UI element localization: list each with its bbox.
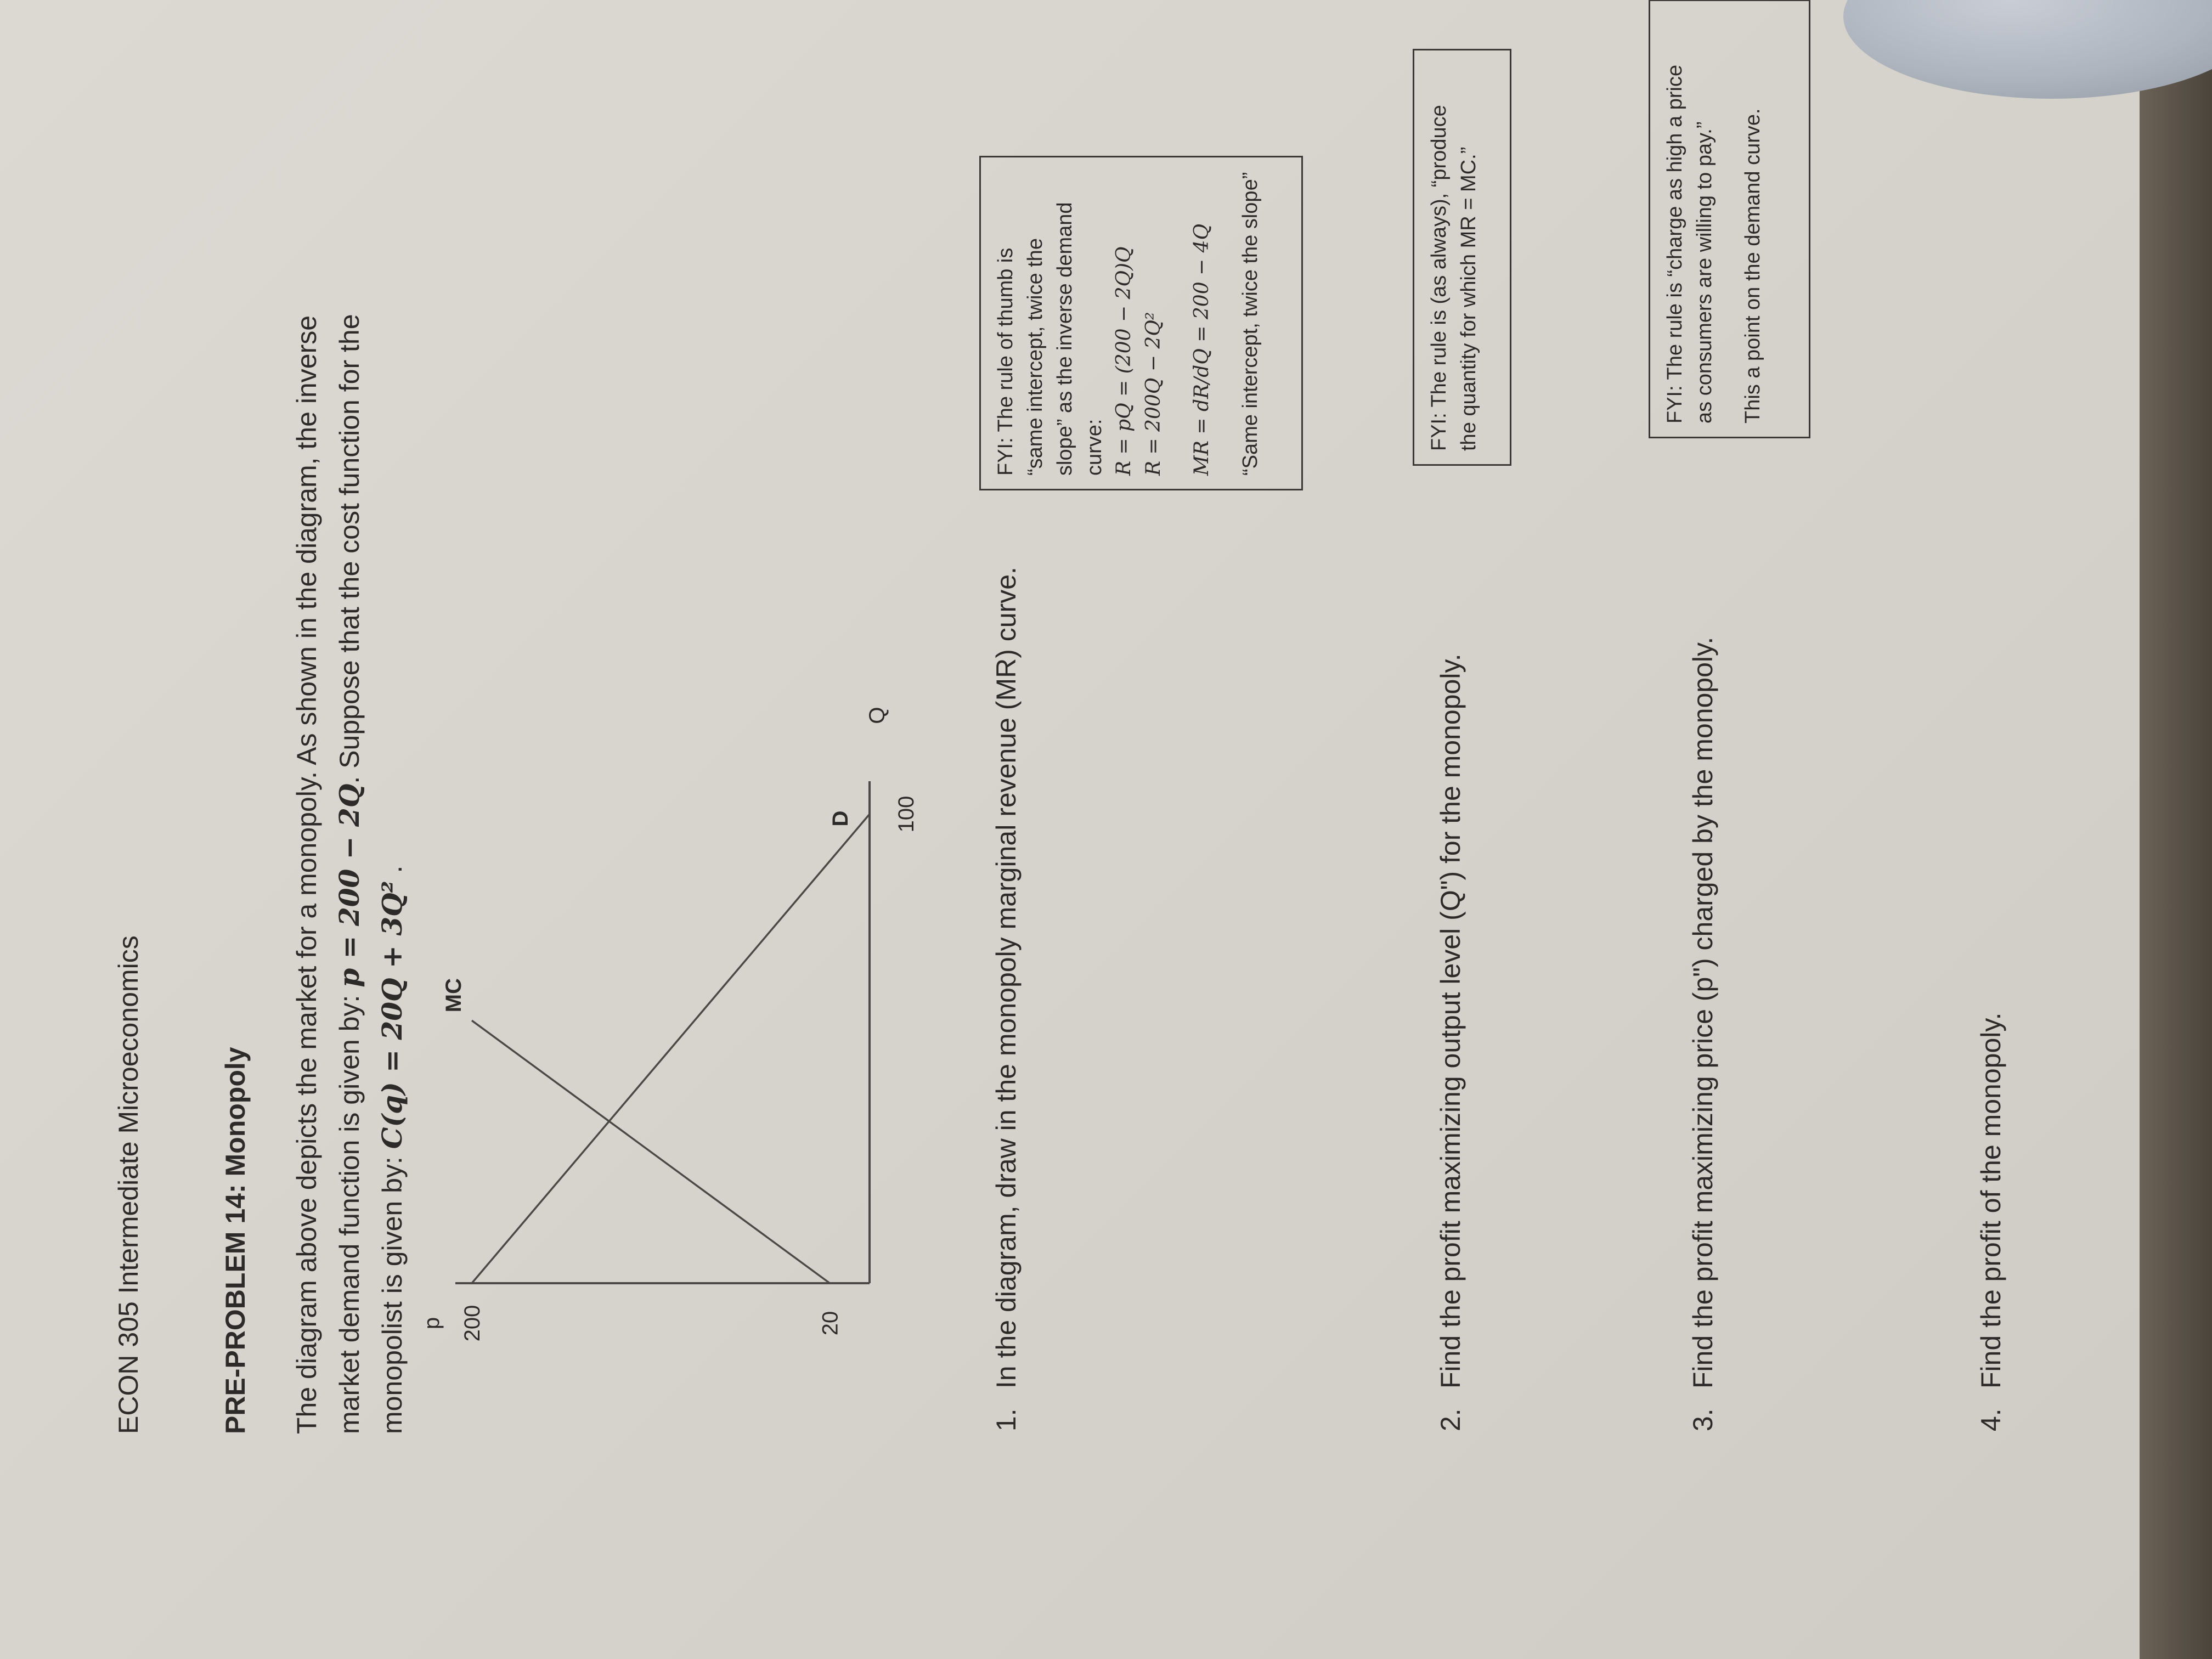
- x-axis-label: Q: [865, 707, 889, 724]
- fyi1-line-4: curve:: [1083, 419, 1106, 476]
- question-2-text: Find the profit maximizing output level (Q") for the monopoly.: [1435, 653, 1466, 1389]
- question-2: [1435, 653, 1466, 1431]
- intro-line-2-prefix: market demand function is given by:: [334, 987, 365, 1434]
- problem-title: PRE-PROBLEM 14: Monopoly: [220, 1047, 251, 1434]
- series-label-mc: MC: [442, 978, 466, 1013]
- fyi1-mr-eq: MR = dR/dQ = 200 − 4Q: [1190, 223, 1213, 476]
- fyi1-line-2: “same intercept, twice the: [1024, 238, 1047, 476]
- x-tick-label-100: 100: [894, 795, 918, 833]
- y-tick-label-200: 200: [460, 1305, 484, 1342]
- question-4: [1975, 1012, 2007, 1431]
- fyi-box-price: [1649, 0, 1810, 438]
- chart-layer: [420, 707, 918, 1341]
- question-3-text: Find the profit maximizing price (p") charged by the monopoly.: [1688, 636, 1718, 1389]
- question-2-number: 2.: [1435, 1408, 1466, 1431]
- intro-line-3-prefix: monopolist is given by:: [377, 1149, 408, 1434]
- series-line-mc: [472, 1020, 830, 1283]
- intro-line-1: The diagram above depicts the market for a monopoly. As shown in the diagram, the inverse: [291, 315, 322, 1434]
- question-3: [1687, 637, 1719, 1431]
- fyi1-line-3: slope” as the inverse demand: [1053, 202, 1076, 476]
- series-label-d: D: [828, 810, 853, 827]
- cost-equation: C(q) = 20Q + 3Q²: [376, 881, 408, 1149]
- question-1: [990, 567, 1022, 1431]
- fyi1-revenue-eq-2: R = 200Q − 2Q²: [1142, 312, 1165, 476]
- intro-line-2-suffix: . Suppose that the cost function for the: [334, 314, 365, 784]
- demand-equation: p = 200 − 2Q: [333, 783, 365, 988]
- y-tick-label-20: 20: [818, 1311, 843, 1336]
- fyi3-line-3: This a point on the demand curve.: [1741, 108, 1764, 424]
- fyi1-revenue-eq-1: R = pQ = (200 − 2Q)Q: [1113, 246, 1135, 476]
- fyi2-line-1: FYI: The rule is (as always), “produce: [1427, 105, 1451, 451]
- fyi3-line-1: FYI: The rule is “charge as high a price: [1663, 64, 1686, 424]
- fyi-box-quantity: [1413, 49, 1511, 466]
- series-line-d: [472, 814, 870, 1283]
- question-3-number: 3.: [1688, 1408, 1718, 1431]
- question-1-text: In the diagram, draw in the monopoly marginal revenue (MR) curve.: [991, 567, 1022, 1389]
- fyi1-line-1: FYI: The rule of thumb is: [994, 247, 1017, 476]
- fyi3-line-2: as consumers are willing to pay.”: [1693, 121, 1716, 424]
- fyi2-line-2: the quantity for which MR = MC.”: [1457, 146, 1480, 451]
- y-axis-label: p: [420, 1317, 444, 1330]
- intro-line-3-suffix: .: [377, 865, 408, 881]
- fyi-box-mr: [979, 156, 1303, 490]
- course-title: ECON 305 Intermediate Microeconomics: [113, 935, 144, 1434]
- question-4-text: Find the profit of the monopoly.: [1976, 1012, 2006, 1389]
- question-1-number: 1.: [991, 1408, 1022, 1431]
- fyi1-note: “Same intercept, twice the slope”: [1239, 172, 1262, 476]
- question-4-number: 4.: [1976, 1408, 2006, 1431]
